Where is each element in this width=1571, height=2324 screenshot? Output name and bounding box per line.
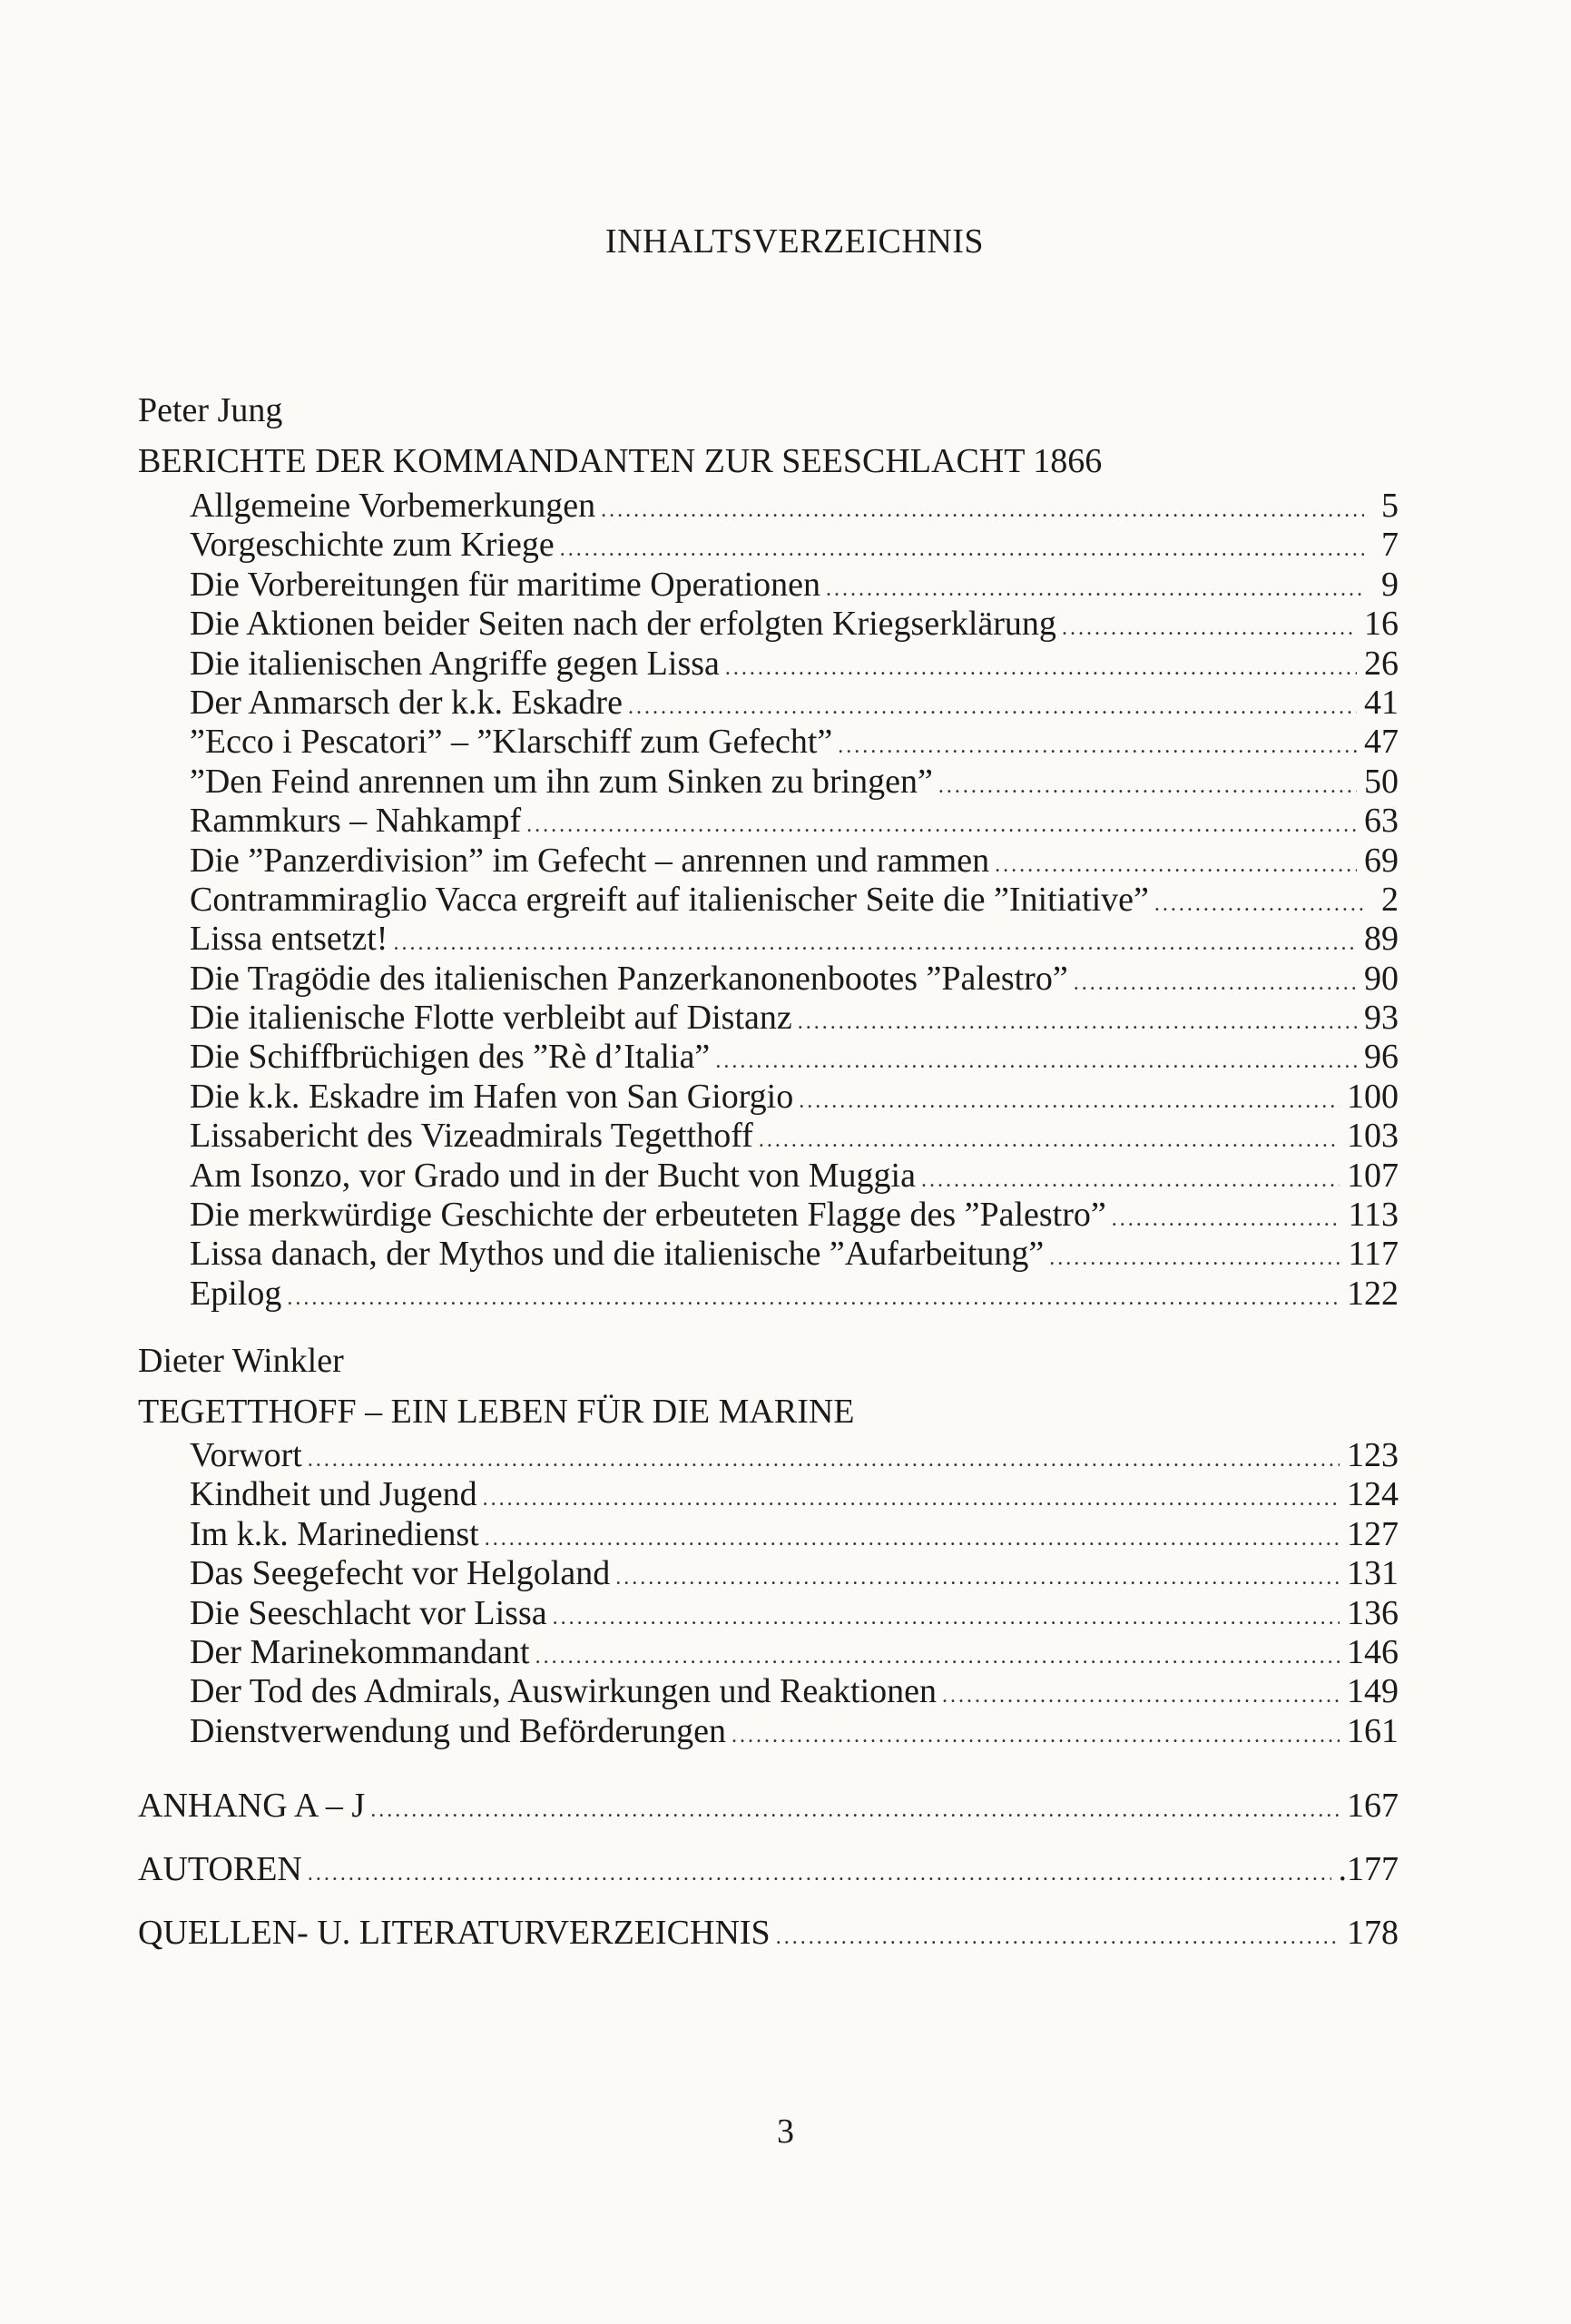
toc-entry-title: Die Seeschlacht vor Lissa <box>190 1593 547 1632</box>
dot-leader <box>798 1003 1357 1042</box>
toc-entry <box>190 763 1399 802</box>
toc-entry <box>190 802 1399 841</box>
dot-leader <box>560 530 1364 569</box>
toc-entry <box>190 1157 1399 1196</box>
toc-entry-title: Lissa entsetzt! <box>190 920 388 959</box>
toc-entry-title: Im k.k. Marinedienst <box>190 1514 479 1553</box>
toc-entry-page: 93 <box>1364 999 1399 1038</box>
dot-leader <box>1062 609 1357 648</box>
toc-entry <box>190 1475 1399 1514</box>
dot-leader <box>1112 1200 1341 1239</box>
toc-entry <box>138 1901 1399 1965</box>
appendix-list <box>138 1774 1399 1965</box>
toc-entry-title: AUTOREN <box>138 1850 302 1888</box>
toc-entry-title: ANHANG A – J <box>138 1787 366 1825</box>
toc-entry-title: Lissa danach, der Mythos und die italienische ”Aufarbeitung” <box>190 1235 1045 1274</box>
dot-leader <box>535 1638 1340 1677</box>
toc-entry-page: 41 <box>1364 683 1399 722</box>
dot-leader <box>799 1082 1340 1121</box>
dot-leader <box>938 767 1357 806</box>
toc-entry-title: Contrammiraglio Vacca ergreift auf italienischer Seite die ”Initiative” <box>190 880 1149 919</box>
section-title: TEGETTHOFF – EIN LEBEN FÜR DIE MARINE <box>138 1393 855 1431</box>
dot-leader <box>483 1480 1340 1519</box>
toc-entry-page: .177 <box>1338 1850 1399 1888</box>
toc-entry-page: 69 <box>1364 841 1399 880</box>
toc-entry-title: ”Den Feind anrennen um ihn zum Sinken zu bringen” <box>190 762 933 801</box>
toc-entry-title: Der Anmarsch der k.k. Eskadre <box>190 683 623 722</box>
toc-entry <box>190 1633 1399 1672</box>
dot-leader <box>553 1599 1340 1638</box>
toc-entry-title: Die italienische Flotte verbleibt auf Distanz <box>190 999 792 1038</box>
dot-leader <box>776 1905 1340 1969</box>
toc-entry-title: Dienstverwendung und Beförderungen <box>190 1711 726 1750</box>
toc-entry-page: 149 <box>1347 1672 1399 1711</box>
page-number: 3 <box>777 2112 794 2151</box>
toc-entry-page: 127 <box>1347 1514 1399 1553</box>
toc-entry-title: Der Tod des Admirals, Auswirkungen und Reaktionen <box>190 1672 938 1711</box>
toc-entry-page: 5 <box>1381 487 1399 525</box>
page-title <box>0 222 1571 261</box>
toc-entry-title: Die Tragödie des italienischen Panzerkanonenbootes ”Palestro” <box>190 959 1068 998</box>
toc-entry-title: ”Ecco i Pescatori” – ”Klarschiff zum Gefecht” <box>190 723 833 762</box>
toc-entry <box>190 723 1399 762</box>
toc-entry-page: 103 <box>1347 1117 1399 1156</box>
toc-entry <box>190 920 1399 959</box>
toc-entry <box>190 1515 1399 1554</box>
toc-entry <box>190 684 1399 723</box>
toc-entry <box>190 1436 1399 1475</box>
toc-entry <box>190 960 1399 999</box>
toc-entry-page: 9 <box>1381 565 1399 604</box>
toc-entry-page: 122 <box>1347 1274 1399 1313</box>
toc-entry <box>190 842 1399 881</box>
toc-entry <box>190 1078 1399 1117</box>
toc-entry-title: Die ”Panzerdivision” im Gefecht – anrennen und rammen <box>190 841 990 880</box>
toc-entry-title: Die Vorbereitungen für maritime Operationen <box>190 565 821 604</box>
dot-leader <box>725 649 1357 688</box>
dot-leader <box>715 1042 1357 1081</box>
toc-entry-page: 96 <box>1364 1038 1399 1077</box>
toc-entry <box>190 1594 1399 1633</box>
dot-leader <box>308 1441 1340 1480</box>
author-name: Dieter Winkler <box>138 1342 344 1380</box>
toc-list <box>190 487 1399 1314</box>
toc-entry-page: 117 <box>1348 1235 1399 1274</box>
toc-entry-title: Die merkwürdige Geschichte der erbeuteten Flagge des ”Palestro” <box>190 1196 1106 1235</box>
toc-entry <box>190 1117 1399 1156</box>
toc-entry-title: Epilog <box>190 1274 282 1313</box>
toc-list <box>190 1436 1399 1751</box>
toc-entry-page: 90 <box>1364 959 1399 998</box>
toc-entry-page: 178 <box>1347 1914 1399 1952</box>
toc-entry-page: 123 <box>1347 1436 1399 1474</box>
toc-entry-title: Lissabericht des Vizeadmirals Tegetthoff <box>190 1117 753 1156</box>
toc-entry-title: Am Isonzo, vor Grado und in der Bucht von Muggia <box>190 1156 916 1195</box>
toc-entry-title: Die Aktionen beider Seiten nach der erfolgten Kriegserklärung <box>190 605 1056 644</box>
toc-entry-page: 146 <box>1347 1632 1399 1671</box>
toc-entry <box>190 881 1399 920</box>
toc-entry-page: 100 <box>1347 1077 1399 1116</box>
toc-entry <box>190 645 1399 684</box>
dot-leader <box>921 1161 1340 1200</box>
toc-entry-title: Vorwort <box>190 1436 302 1474</box>
toc-entry <box>190 1275 1399 1314</box>
toc-entry <box>190 1712 1399 1751</box>
toc-entry-page: 161 <box>1347 1711 1399 1750</box>
toc-entry-title: Allgemeine Vorbemerkungen <box>190 487 596 525</box>
dot-leader <box>759 1121 1340 1160</box>
dot-leader <box>370 1778 1340 1842</box>
author-name: Peter Jung <box>138 391 283 429</box>
toc-entry-page: 26 <box>1364 644 1399 683</box>
toc-entry <box>190 566 1399 605</box>
toc-entry <box>138 1774 1399 1837</box>
dot-leader <box>628 688 1357 727</box>
dot-leader <box>1074 964 1357 1003</box>
toc-entry-title: QUELLEN- U. LITERATURVERZEICHNIS <box>138 1914 771 1952</box>
toc-entry-page: 107 <box>1347 1156 1399 1195</box>
dot-leader <box>601 491 1364 530</box>
toc-entry-title: Vorgeschichte zum Kriege <box>190 526 555 565</box>
dot-leader <box>615 1559 1340 1598</box>
toc-entry-page: 131 <box>1347 1554 1399 1593</box>
toc-entry <box>190 1235 1399 1274</box>
toc-entry <box>190 999 1399 1038</box>
toc-entry-title: Rammkurs – Nahkampf <box>190 802 522 841</box>
toc-entry <box>190 487 1399 526</box>
dot-leader <box>838 727 1357 766</box>
toc-heading: INHALTSVERZEICHNIS <box>604 222 985 261</box>
dot-leader <box>731 1717 1340 1756</box>
toc-entry-page: 167 <box>1347 1787 1399 1825</box>
toc-entry <box>190 605 1399 644</box>
toc-entry <box>190 1038 1399 1077</box>
toc-entry-page: 7 <box>1381 526 1399 565</box>
toc-entry <box>138 1837 1399 1901</box>
dot-leader <box>942 1677 1340 1716</box>
section-title: BERICHTE DER KOMMANDANTEN ZUR SEESCHLACHT 1866 <box>138 442 1103 480</box>
toc-entry-title: Das Seegefecht vor Helgoland <box>190 1554 611 1593</box>
dot-leader <box>287 1279 1340 1318</box>
toc-entry-page: 89 <box>1364 920 1399 959</box>
dot-leader <box>1154 885 1364 924</box>
dot-leader <box>995 846 1357 885</box>
dot-leader <box>393 924 1357 963</box>
dot-leader <box>308 1842 1331 1905</box>
toc-entry-page: 136 <box>1347 1593 1399 1632</box>
dot-leader <box>526 806 1357 845</box>
toc-entry-page: 16 <box>1364 605 1399 644</box>
toc-entry-title: Der Marinekommandant <box>190 1632 530 1671</box>
toc-entry-page: 63 <box>1364 802 1399 841</box>
toc-entry-title: Die italienischen Angriffe gegen Lissa <box>190 644 720 683</box>
toc-entry-title: Die Schiffbrüchigen des ”Rè d’Italia” <box>190 1038 711 1077</box>
toc-entry-title: Kindheit und Jugend <box>190 1475 477 1514</box>
dot-leader <box>485 1520 1340 1559</box>
toc-entry <box>190 1196 1399 1235</box>
toc-entry-page: 124 <box>1347 1475 1399 1514</box>
toc-entry <box>190 1554 1399 1593</box>
toc-entry-page: 113 <box>1348 1196 1399 1235</box>
dot-leader <box>1049 1239 1340 1278</box>
dot-leader <box>826 570 1364 609</box>
toc-entry-page: 47 <box>1364 723 1399 762</box>
toc-entry-page: 50 <box>1364 762 1399 801</box>
toc-entry-title: Die k.k. Eskadre im Hafen von San Giorgio <box>190 1077 794 1116</box>
toc-entry <box>190 1672 1399 1711</box>
toc-entry <box>190 526 1399 565</box>
toc-entry-page: 2 <box>1381 880 1399 919</box>
